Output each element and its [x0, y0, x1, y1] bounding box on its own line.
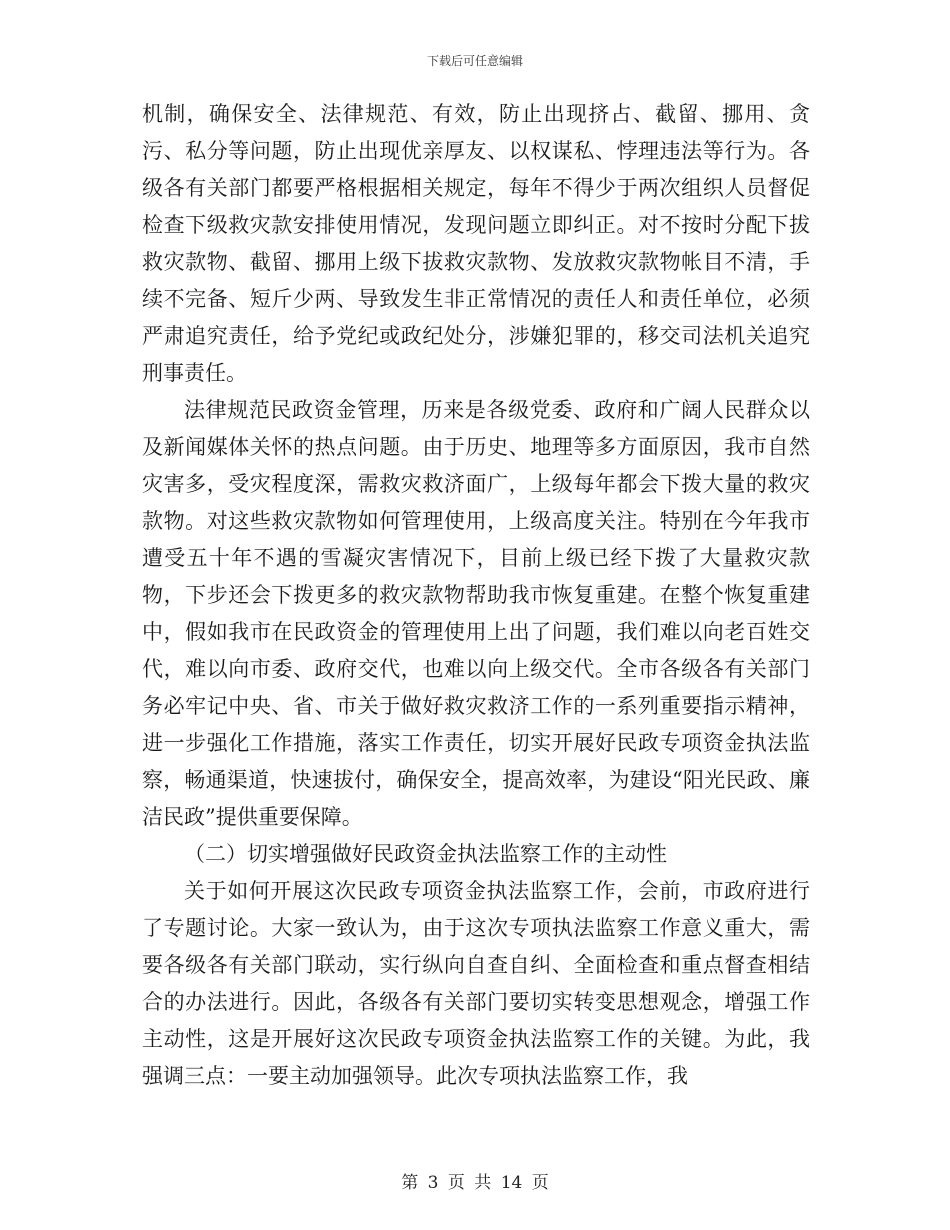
paragraph-3: 关于如何开展这次民政专项资金执法监察工作，会前，市政府进行了专题讨论。大家一致认为，由于这次专项执法监察工作意义重大，需要各级各有关部门联动，实行纵向自查自纠、全面检查和重点督查相结合的办法进行。因此，各级各有关部门要切实转变思想观念，增强工作主动性，这是开展好这次民政专项资金执法监察工作的关键。为此，我强调三点：一要主动加强领导。此次专项执法监察工作，我: [142, 879, 810, 1088]
document-body: [142, 96, 810, 1095]
page-number: 第 3 页 共 14 页: [401, 1173, 549, 1193]
paragraph-2: 法律规范民政资金管理，历来是各级党委、政府和广阔人民群众以及新闻媒体关怀的热点问题。由于历史、地理等多方面原因，我市自然灾害多，受灾程度深，需救灾救济面广，上级每年都会下拨大量的救灾款物。对这些救灾款物如何管理使用，上级高度关注。特别在今年我市遭受五十年不遇的雪凝灾害情况下，目前上级已经下拨了大量救灾款物，下步还会下拨更多的救灾款物帮助我市恢复重建。在整个恢复重建中，假如我市在民政资金的管理使用上出了问题，我们难以向老百姓交代，难以向市委、政府交代，也难以向上级交代。全市各级各有关部门务必牢记中央、省、市关于做好救灾救济工作的一系列重要指示精神，进一步强化工作措施，落实工作责任，切实开展好民政专项资金执法监察，畅通渠道，快速拔付，确保安全，提高效率，为建设“阳光民政、廉洁民政”提供重要保障。: [142, 398, 810, 829]
paragraph-1: 机制，确保安全、法律规范、有效，防止出现挤占、截留、挪用、贪污、私分等问题，防止出现优亲厚友、以权谋私、悖理违法等行为。各级各有关部门都要严格根据相关规定，每年不得少于两次组织人员督促检查下级救灾款安排使用情况，发现问题立即纠正。对不按时分配下拔救灾款物、截留、挪用上级下拔救灾款物、发放救灾款物帐目不清，手续不完备、短斤少两、导致发生非正常情况的责任人和责任单位，必须严肃追究责任，给予党纪或政纪处分，涉嫌犯罪的，移交司法机关追究刑事责任。: [142, 102, 810, 385]
section-heading: （二）切实增强做好民政资金执法监察工作的主动性: [184, 842, 667, 866]
page-header: 下载后可任意编辑: [426, 54, 523, 68]
